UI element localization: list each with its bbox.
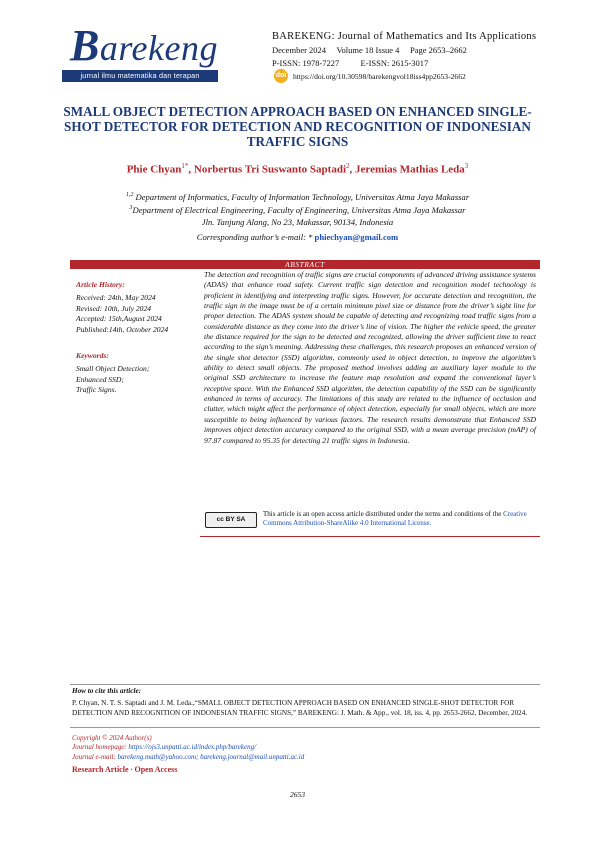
journal-logo: [70, 21, 218, 70]
author-3: , Jeremias Mathias Leda: [349, 163, 465, 176]
author-1: Phie Chyan: [126, 163, 182, 176]
doi-icon: doi: [274, 69, 288, 83]
corresponding-email[interactable]: phiechyan@gmail.com: [314, 232, 399, 242]
affil-2-sup: 3: [129, 205, 133, 212]
author-1-sup: 1*: [181, 162, 189, 170]
history-received: Received: 24th, May 2024: [76, 293, 156, 303]
keyword-2: Enhanced SSD;: [76, 374, 124, 384]
page-number: 2653: [290, 790, 305, 799]
citation-heading: How to cite this article:: [72, 687, 142, 695]
copyright: Copyright © 2024 Author(s): [72, 734, 152, 742]
abstract-text: The detection and recognition of traffic signs are crucial components of advanced driving assistance systems (ADAS) that enhance road safety. Current traffic sign detection and recognition model technology is proficient in identifying and interpreting traffic signs. However, for accurate detection and recognition, the traffic sign in the image must be of a certain minimum pixel size or distance from the driver’s sight line for proper detection. The ADAS system should be capable of detecting and recognizing road traffic signs from a considerable distance as they come into the driver’s line of vision. The higher the vehicle speed, the greater the distance required for the sign to be detected and recognized, allowing the driver sufficient time to react according to the sign’s meaning. Addressing these challenges, this research proposes an enhanced version of the single shot detector (SSD) algorithm, commonly used in object detection, to improve the algorithm’s ability to detect small objects. The proposed method involves adding an auxiliary layer module to the original SSD architecture to increase the feature map resolution and expand the conventional layer’s receptive space. With the Enhanced SSD algorithm, the detection capability of the SSD can be significantly enhanced in terms of accuracy. The limitations of this study are related to the influence of occlusion and clutter, which might affect the performance of object detection, especially for small objects, which are more susceptible to being influenced by various factors. The research results demonstrate that Enhanced SSD improves object detection accuracy compared to the original SSD, with a mean average precision (mAP) of 97.87 compared to 95.35 for detecting 21 traffic signs in Indonesia.: [204, 270, 536, 445]
journal-emails[interactable]: barekeng.math@yahoo.com; barekeng.journal@mail.unpatti.ac.id: [117, 752, 305, 761]
email-label: Journal e-mail:: [72, 752, 118, 761]
issn-line: P-ISSN: 1978-7227 E-ISSN: 2615-3017: [272, 58, 429, 68]
history-published: Published:14th, October 2024: [76, 324, 169, 334]
author-2: , Norbertus Tri Suswanto Saptadi: [188, 163, 346, 176]
license-note: [263, 510, 543, 528]
affil-2: Department of Electrical Engineering, Faculty of Engineering, Universitas Atma Jaya Makassar: [132, 205, 466, 216]
keyword-1: Small Object Detection;: [76, 364, 150, 374]
history-heading: Article History:: [76, 280, 125, 289]
affil-1-sup: 1,2: [125, 192, 134, 198]
journal-footer: [72, 734, 304, 762]
article-type: Research Article ∙ Open Access: [72, 765, 178, 774]
keyword-3: Traffic Signs.: [76, 385, 117, 395]
corresponding-label: Corresponding author’s e-mail: *: [196, 232, 315, 242]
affil-1: Department of Informatics, Faculty of Information Technology, Universitas Atma Jaya Makassar: [133, 191, 470, 202]
citation-text: P. Chyan, N. T. S. Saptadi and J. M. Leda.,“SMALL OBJECT DETECTION APPROACH BASED ON ENHANCED SINGLE-SHOT DETECTOR FOR DETECTION AND RECOGNITION OF INDONESIAN TRAFFIC SIGNS,” BAREKENG: J. Math. & App., vol. 18, iss. 4, pp. 2653-2662, December, 2024.: [72, 699, 528, 717]
affil-address: Jln. Tanjung Alang, No 23, Makassar, 90134, Indonesia: [201, 216, 394, 227]
keywords: [76, 351, 196, 396]
issue-line: December 2024 Volume 18 Issue 4 Page 2653–2662: [272, 45, 467, 55]
abstract-banner: ABSTRACT: [70, 260, 540, 269]
keywords-heading: Keywords:: [76, 351, 109, 360]
license-link[interactable]: Creative Commons Attribution-ShareAlike 4.0 International License.: [263, 510, 527, 528]
corresponding-author: [60, 232, 535, 242]
author-3-sup: 3: [464, 162, 469, 170]
license-text: This article is an open access article distributed under the terms and conditions of the: [263, 510, 504, 518]
divider: [200, 536, 540, 537]
author-list: [60, 162, 535, 176]
history-revised: Revised: 10th, July 2024: [76, 303, 152, 313]
cc-license-icon: cc BY SA: [205, 512, 257, 528]
author-2-sup: 2: [346, 162, 350, 170]
logo-tagline: jurnal ilmu matematika dan terapan: [62, 70, 218, 82]
doi-link[interactable]: https://doi.org/10.30598/barekengvol18iss4pp2653-2662: [293, 72, 466, 81]
journal-name: BAREKENG: Journal of Mathematics and Its Applications: [272, 31, 537, 42]
logo-initial: B: [70, 21, 100, 70]
logo-word: arekeng: [99, 28, 218, 68]
homepage-link[interactable]: https://ojs3.unpatti.ac.id/index.php/barekeng/: [128, 743, 257, 752]
history-accepted: Accepted: 15th,August 2024: [76, 314, 162, 324]
article-history: [76, 280, 196, 335]
affiliations: [60, 190, 535, 228]
paper-title: SMALL OBJECT DETECTION APPROACH BASED ON ENHANCED SINGLE-SHOT DETECTOR FOR DETECTION AND RECOGNITION OF INDONESIAN TRAFFIC SIGNS: [63, 104, 532, 149]
homepage-label: Journal homepage:: [72, 743, 129, 752]
